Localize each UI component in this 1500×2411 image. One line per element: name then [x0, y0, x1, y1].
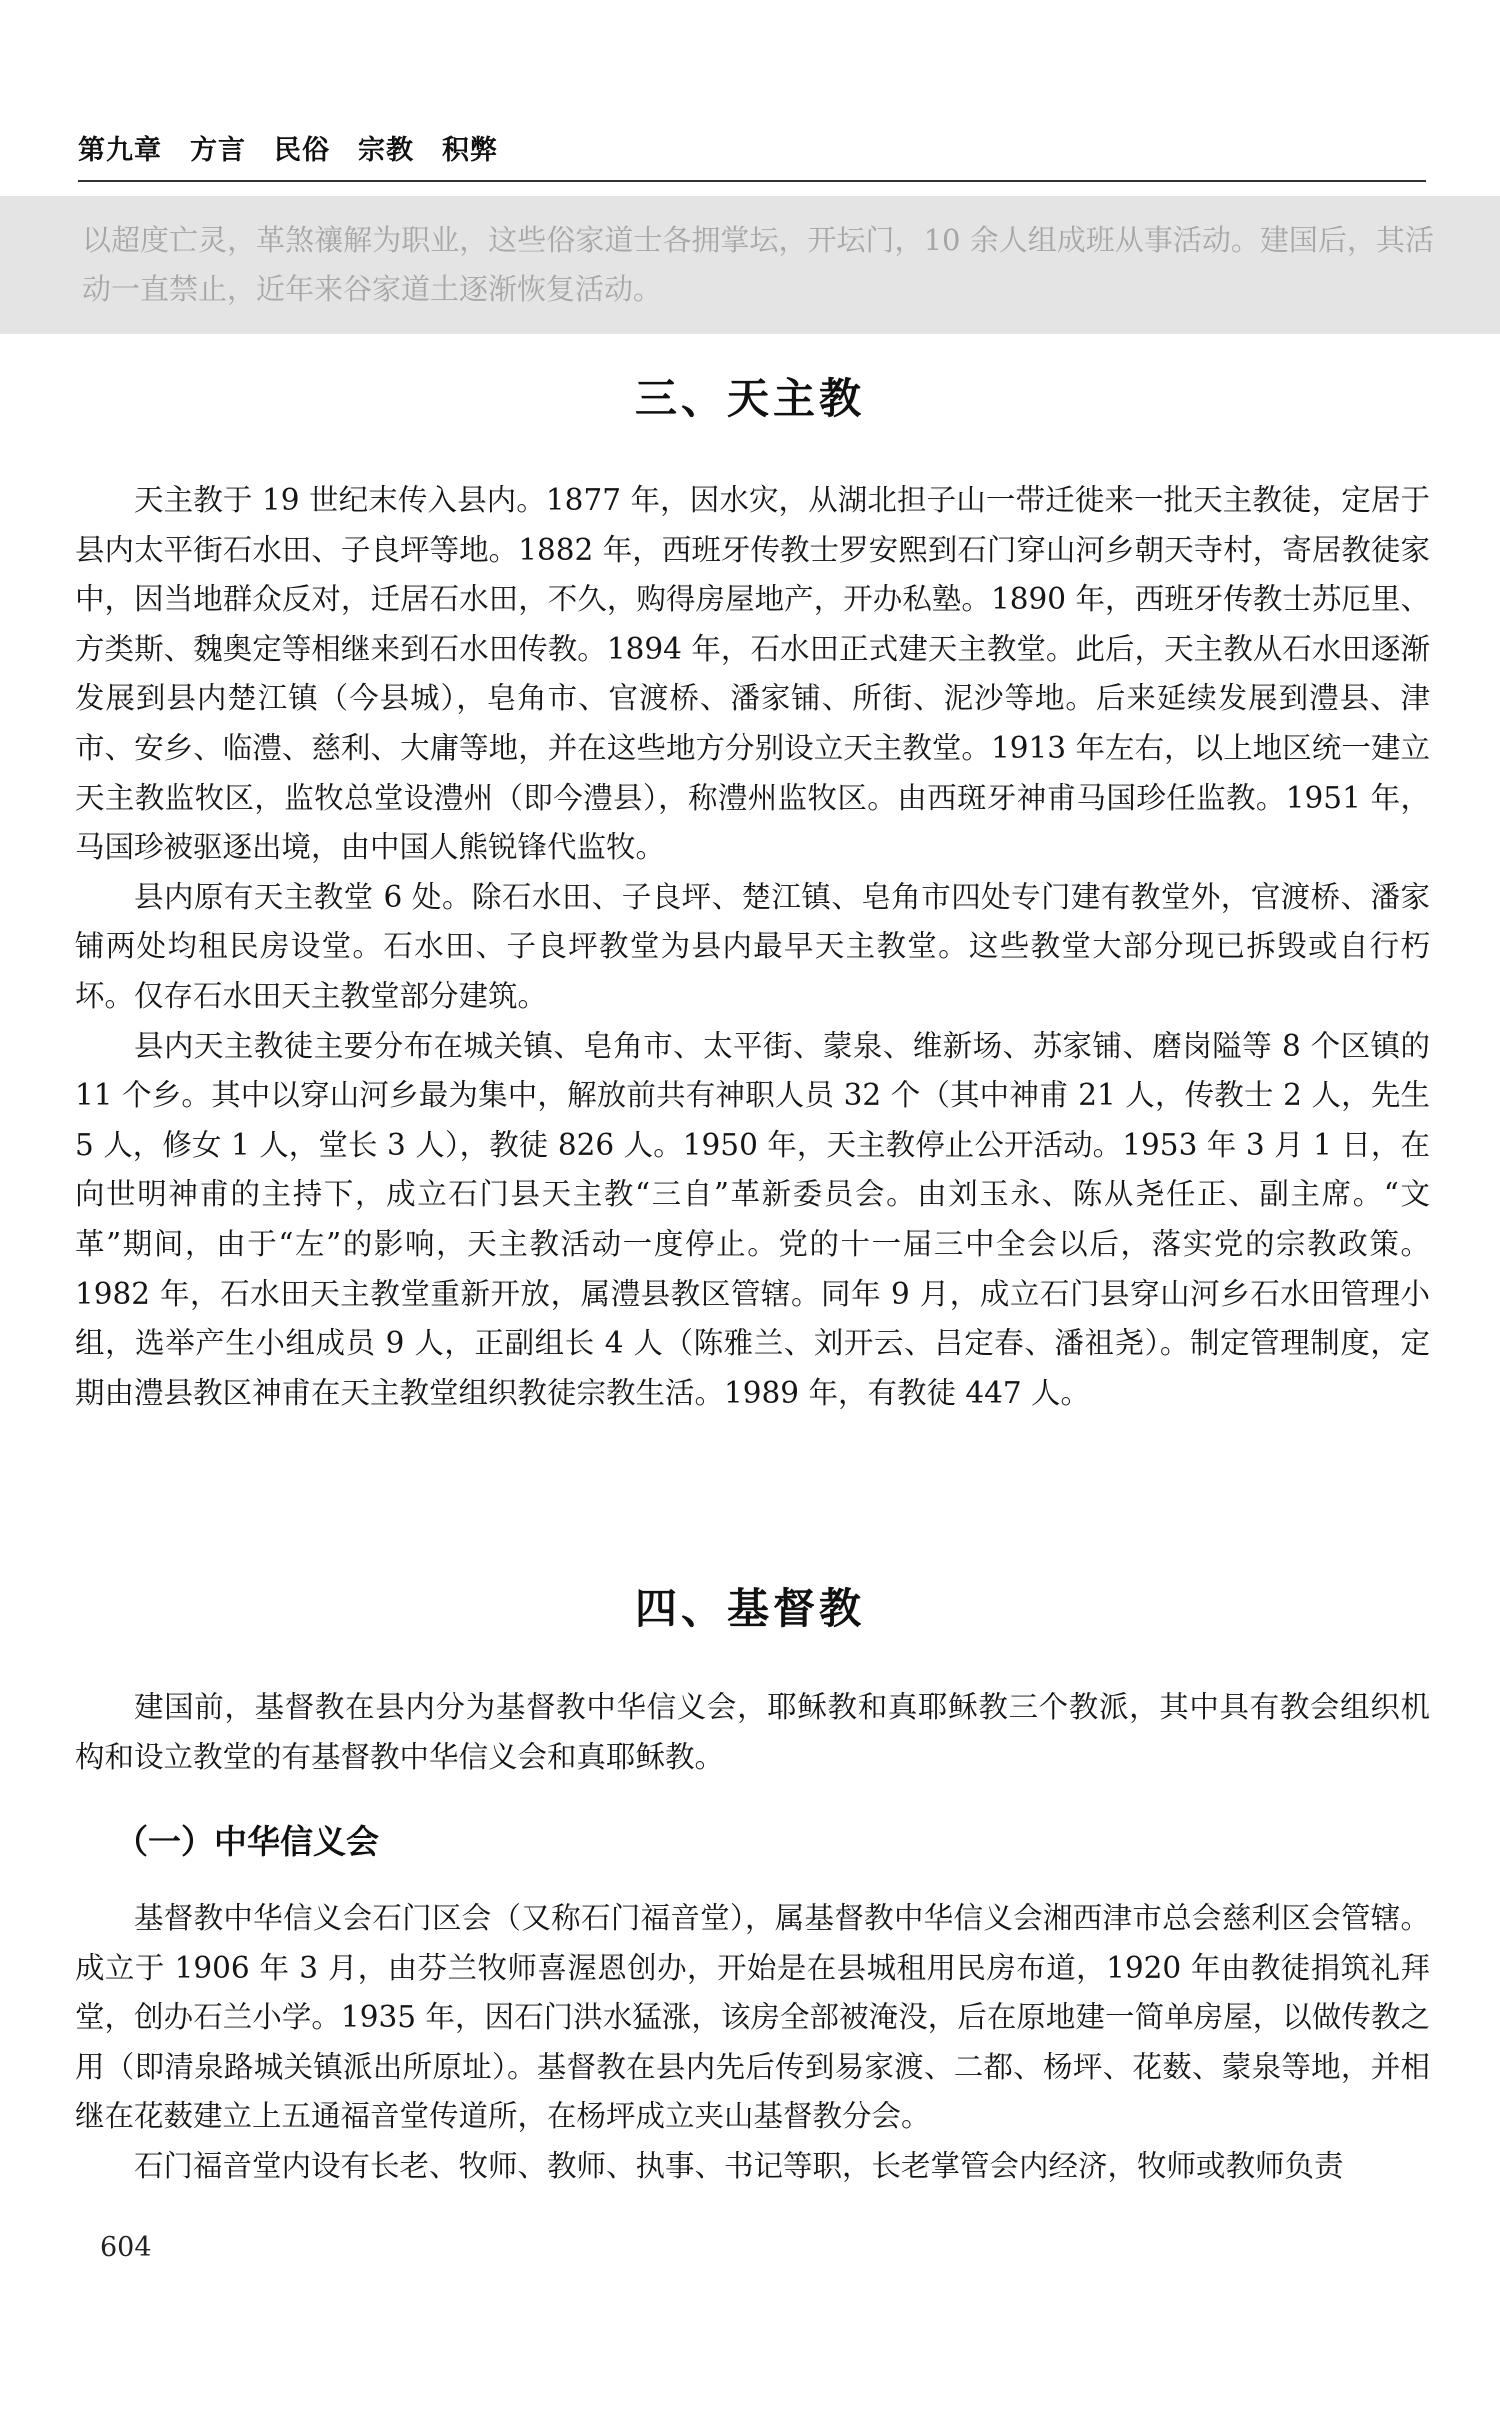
section-title-catholicism: 三、天主教: [634, 374, 865, 423]
header-rule: [78, 180, 1426, 182]
paragraph: 县内原有天主教堂 6 处。除石水田、子良坪、楚江镇、皂角市四处专门建有教堂外，官渡桥、潘家铺两处均租民房设堂。石水田、子良坪教堂为县内最早天主教堂。这些教堂大部分现已拆毁或自行朽坏。仅存石水田天主教堂部分建筑。: [75, 879, 1430, 1013]
section-catholicism-body: [75, 476, 1430, 1418]
paragraph: 县内天主教徒主要分布在城关镇、皂角市、太平街、蒙泉、维新场、苏家铺、磨岗隘等 8 个区镇的 11 个乡。其中以穿山河乡最为集中，解放前共有神职人员 32 个（其中神甫 21 人，传教士 2 人，先生 5 人，修女 1 人，堂长 3 人），教徒 826 人。1950 年，天主教停止公开活动。1953 年 3 月 1 日，在向世明神甫的主持下，成立石门县天主教“三自”革新委员会。由刘玉永、陈从尧任正、副主席。“文革”期间，由于“左”的影响，天主教活动一度停止。党的十一届三中全会以后，落实党的宗教政策。1982 年，石水田天主教堂重新开放，属澧县教区管辖。同年 9 月，成立石门县穿山河乡石水田管理小组，选举产生小组成员 9 人，正副组长 4 人（陈雅兰、刘开云、吕定春、潘祖尧）。制定管理制度，定期由澧县教区神甫在天主教堂组织教徒宗教生活。1989 年，有教徒 447 人。: [75, 1028, 1430, 1410]
continuation-banner: [0, 196, 1500, 334]
paragraph: 建国前，基督教在县内分为基督教中华信义会，耶稣教和真耶稣教三个教派，其中具有教会组织机构和设立教堂的有基督教中华信义会和真耶稣教。: [75, 1690, 1430, 1774]
banner-text: 以超度亡灵，革煞禳解为职业，这些俗家道士各拥掌坛，开坛门，10 余人组成班从事活动。建国后，其活动一直禁止，近年来谷家道土逐渐恢复活动。: [82, 223, 1434, 306]
paragraph: 天主教于 19 世纪末传入县内。1877 年，因水灾，从湖北担子山一带迁徙来一批天主教徒，定居于县内太平街石水田、子良坪等地。1882 年，西班牙传教士罗安熙到石门穿山河乡朝天寺村，寄居教徒家中，因当地群众反对，迁居石水田，不久，购得房屋地产，开办私塾。1890 年，西班牙传教士苏厄里、方类斯、魏奥定等相继来到石水田传教。1894 年，石水田正式建天主教堂。此后，天主教从石水田逐渐发展到县内楚江镇（今县城），皂角市、官渡桥、潘家铺、所街、泥沙等地。后来延续发展到澧县、津市、安乡、临澧、慈利、大庸等地，并在这些地方分别设立天主教堂。1913 年左右，以上地区统一建立天主教监牧区，监牧总堂设澧州（即今澧县），称澧州监牧区。由西斑牙神甫马国珍任监教。1951 年，马国珍被驱逐出境，由中国人熊锐锋代监牧。: [75, 483, 1430, 865]
subsection-body: [75, 1894, 1430, 2192]
paragraph: 石门福音堂内设有长老、牧师、教师、执事、书记等职，长老掌管会内经济，牧师或教师负责: [134, 2148, 1344, 2183]
running-head: 第九章 方言 民俗 宗教 积弊: [78, 135, 498, 166]
subsection-title: （一）中华信义会: [115, 1822, 379, 1861]
section-christianity-intro: [75, 1683, 1430, 1782]
paragraph: 基督教中华信义会石门区会（又称石门福音堂），属基督教中华信义会湘西津市总会慈利区会管辖。成立于 1906 年 3 月，由芬兰牧师喜渥恩创办，开始是在县城租用民房布道，1920 年由教徒捐筑礼拜堂，创办石兰小学。1935 年，因石门洪水猛涨，该房全部被淹没，后在原地建一简单房屋，以做传教之用（即清泉路城关镇派出所原址）。基督教在县内先后传到易家渡、二都、杨坪、花薮、蒙泉等地，并相继在花薮建立上五通福音堂传道所，在杨坪成立夹山基督教分会。: [75, 1901, 1430, 2134]
page-number: 604: [100, 2232, 152, 2263]
section-title-christianity: 四、基督教: [634, 1584, 865, 1633]
